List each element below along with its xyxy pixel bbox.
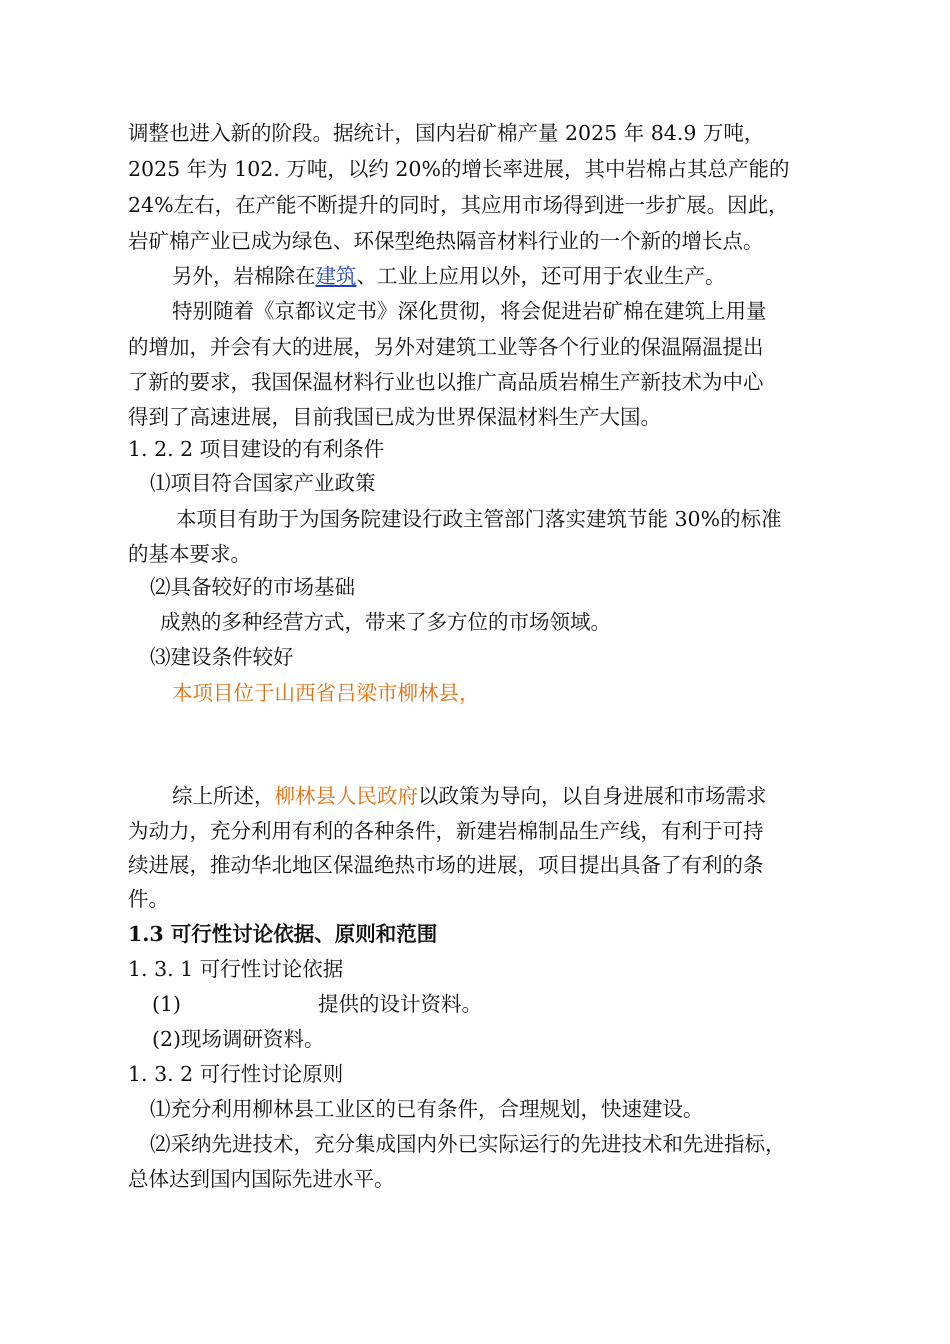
intro-line-2: 2025 年为 102. 万吨，以约 20%的增长率进展，其中岩棉占其总产能的 xyxy=(128,157,790,181)
summary-line-2: 为动力，充分利用有利的各种条件，新建岩棉制品生产线，有利于可持 xyxy=(128,819,764,843)
condition-3-title: ⑶建设条件较好 xyxy=(150,645,294,669)
agriculture-paragraph xyxy=(172,258,884,294)
principle-item-2-line-2: 总体达到国内国际先进水平。 xyxy=(128,1167,395,1191)
intro-line-3: 24%左右，在产能不断提升的同时，其应用市场得到进一步扩展。因此， xyxy=(128,193,789,217)
agriculture-text-after: 、工业上应用以外，还可用于农业生产。 xyxy=(356,264,726,288)
basis-item-1-text: 提供的设计资料。 xyxy=(318,992,482,1016)
intro-line-4: 岩矿棉产业已成为绿色、环保型绝热隔音材料行业的一个新的增长点。 xyxy=(128,229,764,253)
summary-line-3: 续进展，推动华北地区保温绝热市场的进展，项目提出具备了有利的条 xyxy=(128,853,764,877)
summary-line-4: 件。 xyxy=(128,887,169,911)
construction-link[interactable]: 建筑 xyxy=(315,264,357,288)
condition-2-title: ⑵具备较好的市场基础 xyxy=(150,575,355,599)
summary-text-after: 以政策为导向，以自身进展和市场需求 xyxy=(418,784,767,808)
kyoto-line-1: 特别随着《京都议定书》深化贯彻，将会促进岩矿棉在建筑上用量 xyxy=(172,299,767,323)
condition-1-line-2: 的基本要求。 xyxy=(128,542,251,566)
section-1-3-heading: 1.3 可行性讨论依据、原则和范围 xyxy=(128,922,438,946)
intro-line-1: 调整也进入新的阶段。据统计，国内岩矿棉产量 2025 年 84.9 万吨， xyxy=(128,121,765,145)
agriculture-text-before: 另外，岩棉除在 xyxy=(172,264,316,288)
kyoto-line-2: 的增加，并会有大的进展，另外对建筑工业等各个行业的保温隔温提出 xyxy=(128,335,764,359)
principle-item-1: ⑴充分利用柳林县工业区的已有条件，合理规划，快速建设。 xyxy=(150,1097,704,1121)
principle-item-2-line-1: ⑵采纳先进技术，充分集成国内外已实际运行的先进技术和先进指标， xyxy=(150,1132,786,1156)
condition-2-text: 成熟的多种经营方式，带来了多方位的市场领域。 xyxy=(160,610,611,634)
summary-text-before: 综上所述， xyxy=(172,784,275,808)
section-1-3-1-heading: 1. 3. 1 可行性讨论依据 xyxy=(128,957,344,981)
condition-1-line-1: 本项目有助于为国务院建设行政主管部门落实建筑节能 30%的标准 xyxy=(176,507,782,531)
kyoto-line-4: 得到了高速进展，目前我国已成为世界保温材料生产大国。 xyxy=(128,405,661,429)
government-highlight: 柳林县人民政府 xyxy=(274,784,418,808)
summary-line-1 xyxy=(172,778,884,814)
basis-item-2: (2)现场调研资料。 xyxy=(152,1027,325,1051)
kyoto-line-3: 了新的要求，我国保温材料行业也以推广高品质岩棉生产新技术为中心 xyxy=(128,370,764,394)
basis-item-1-number: (1) xyxy=(152,992,182,1016)
condition-3-text: 本项目位于山西省吕梁市柳林县， xyxy=(172,681,480,705)
section-1-3-2-heading: 1. 3. 2 可行性讨论原则 xyxy=(128,1062,344,1086)
condition-1-title: ⑴项目符合国家产业政策 xyxy=(150,471,376,495)
section-1-2-2-heading: 1. 2. 2 项目建设的有利条件 xyxy=(128,437,385,461)
